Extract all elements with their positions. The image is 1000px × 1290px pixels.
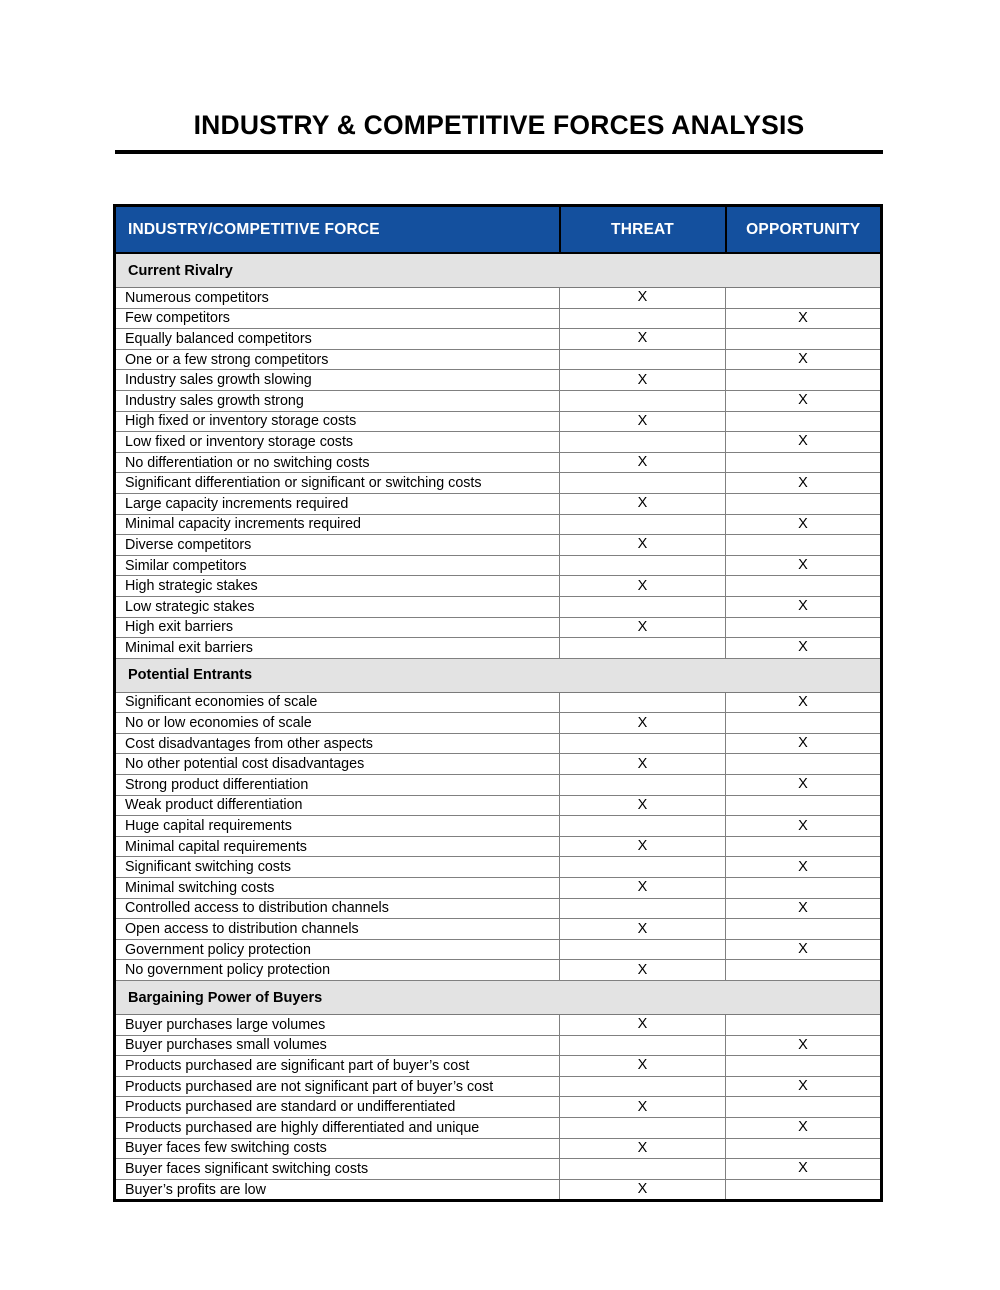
- force-label: Buyer purchases large volumes: [115, 1015, 560, 1036]
- force-label: Products purchased are highly differentiated and unique: [115, 1117, 560, 1138]
- table-row: [115, 473, 882, 494]
- opportunity-mark: X: [798, 817, 808, 834]
- table-row: [115, 857, 882, 878]
- force-label: Similar competitors: [115, 555, 560, 576]
- opportunity-mark-cell[interactable]: [726, 535, 882, 556]
- force-label: Minimal capital requirements: [115, 836, 560, 857]
- threat-mark-cell[interactable]: [560, 617, 726, 638]
- opportunity-mark: X: [798, 693, 808, 710]
- section-header-row: [115, 658, 882, 692]
- opportunity-mark: X: [798, 1119, 808, 1136]
- threat-mark-cell[interactable]: [560, 638, 726, 659]
- opportunity-mark-cell[interactable]: [726, 754, 882, 775]
- opportunity-mark-cell[interactable]: [726, 857, 882, 878]
- opportunity-mark-cell[interactable]: [726, 692, 882, 713]
- force-label: Huge capital requirements: [115, 816, 560, 837]
- table-row: [115, 1056, 882, 1077]
- force-label: Minimal exit barriers: [115, 638, 560, 659]
- table-row: [115, 898, 882, 919]
- force-label: Cost disadvantages from other aspects: [115, 733, 560, 754]
- opportunity-mark: X: [798, 309, 808, 326]
- opportunity-mark-cell[interactable]: [726, 329, 882, 350]
- opportunity-mark-cell[interactable]: [726, 795, 882, 816]
- section-title: Current Rivalry: [115, 253, 882, 288]
- opportunity-mark: X: [798, 941, 808, 958]
- opportunity-mark: X: [798, 598, 808, 615]
- title-divider-rule: [115, 150, 883, 154]
- opportunity-mark-cell[interactable]: [726, 288, 882, 309]
- threat-mark-cell[interactable]: [560, 1117, 726, 1138]
- threat-mark: X: [637, 838, 648, 855]
- table-row: [115, 919, 882, 940]
- section-title: Potential Entrants: [115, 658, 882, 692]
- force-label: Numerous competitors: [115, 288, 560, 309]
- opportunity-mark-cell[interactable]: [726, 617, 882, 638]
- threat-mark-cell[interactable]: [560, 836, 726, 857]
- threat-mark: X: [637, 755, 648, 772]
- threat-mark: X: [637, 961, 648, 978]
- threat-mark-cell[interactable]: [560, 775, 726, 796]
- force-label: High exit barriers: [115, 617, 560, 638]
- opportunity-mark-cell[interactable]: [726, 1179, 882, 1201]
- threat-mark: X: [637, 920, 648, 937]
- threat-mark-cell[interactable]: [560, 308, 726, 329]
- table-row: [115, 1035, 882, 1056]
- threat-mark-cell[interactable]: [560, 1159, 726, 1180]
- threat-mark-cell[interactable]: [560, 713, 726, 734]
- table-header: [115, 206, 882, 254]
- force-label: No government policy protection: [115, 960, 560, 981]
- table-row: [115, 493, 882, 514]
- table-row: [115, 390, 882, 411]
- force-label: One or a few strong competitors: [115, 349, 560, 370]
- table-row: [115, 555, 882, 576]
- threat-mark-cell[interactable]: [560, 857, 726, 878]
- opportunity-mark: X: [798, 515, 808, 532]
- threat-mark-cell[interactable]: [560, 692, 726, 713]
- force-label: Low strategic stakes: [115, 596, 560, 617]
- force-label: Buyer faces few switching costs: [115, 1138, 560, 1159]
- force-label: Products purchased are standard or undifferentiated: [115, 1097, 560, 1118]
- threat-mark-cell[interactable]: [560, 1138, 726, 1159]
- opportunity-mark-cell[interactable]: [726, 493, 882, 514]
- section-header-row: [115, 981, 882, 1015]
- table-row: [115, 795, 882, 816]
- opportunity-mark: X: [798, 858, 808, 875]
- opportunity-mark-cell[interactable]: [726, 713, 882, 734]
- force-label: Industry sales growth strong: [115, 390, 560, 411]
- table-row: [115, 754, 882, 775]
- threat-mark-cell[interactable]: [560, 898, 726, 919]
- force-label: High strategic stakes: [115, 576, 560, 597]
- threat-mark-cell[interactable]: [560, 919, 726, 940]
- table-row: [115, 878, 882, 899]
- opportunity-mark-cell[interactable]: [726, 919, 882, 940]
- force-label: Large capacity increments required: [115, 493, 560, 514]
- opportunity-mark: X: [798, 392, 808, 409]
- threat-mark: X: [637, 1098, 648, 1115]
- table-row: [115, 617, 882, 638]
- table-header-row: [115, 206, 882, 254]
- threat-mark-cell[interactable]: [560, 878, 726, 899]
- force-label: Minimal capacity increments required: [115, 514, 560, 535]
- opportunity-mark-cell[interactable]: [726, 473, 882, 494]
- force-label: Equally balanced competitors: [115, 329, 560, 350]
- threat-mark-cell[interactable]: [560, 1056, 726, 1077]
- table-row: [115, 288, 882, 309]
- table-row: [115, 514, 882, 535]
- threat-mark-cell[interactable]: [560, 555, 726, 576]
- threat-mark-cell[interactable]: [560, 576, 726, 597]
- force-label: High fixed or inventory storage costs: [115, 411, 560, 432]
- table-row: [115, 1076, 882, 1097]
- force-label: Buyer’s profits are low: [115, 1179, 560, 1201]
- force-label: Open access to distribution channels: [115, 919, 560, 940]
- table-row: [115, 411, 882, 432]
- opportunity-mark-cell[interactable]: [726, 939, 882, 960]
- threat-mark: X: [637, 536, 648, 553]
- opportunity-mark-cell[interactable]: [726, 390, 882, 411]
- opportunity-mark-cell[interactable]: [726, 1015, 882, 1036]
- opportunity-mark-cell[interactable]: [726, 411, 882, 432]
- threat-mark: X: [637, 454, 648, 471]
- force-label: Significant switching costs: [115, 857, 560, 878]
- threat-mark-cell[interactable]: [560, 1076, 726, 1097]
- threat-mark-cell[interactable]: [560, 596, 726, 617]
- opportunity-mark-cell[interactable]: [726, 1097, 882, 1118]
- column-header-force: INDUSTRY/COMPETITIVE FORCE: [115, 206, 560, 254]
- opportunity-mark: X: [798, 351, 808, 368]
- table-row: [115, 1138, 882, 1159]
- force-label: Minimal switching costs: [115, 878, 560, 899]
- industry-forces-table: [113, 204, 883, 1202]
- opportunity-mark: X: [798, 899, 808, 916]
- threat-mark: X: [637, 1016, 648, 1033]
- table-body: [115, 253, 882, 1201]
- opportunity-mark-cell[interactable]: [726, 452, 882, 473]
- threat-mark-cell[interactable]: [560, 535, 726, 556]
- opportunity-mark-cell[interactable]: [726, 555, 882, 576]
- opportunity-mark: X: [798, 639, 808, 656]
- threat-mark: X: [637, 714, 648, 731]
- table-row: [115, 329, 882, 350]
- threat-mark-cell[interactable]: [560, 795, 726, 816]
- force-label: Significant economies of scale: [115, 692, 560, 713]
- table-row: [115, 1097, 882, 1118]
- opportunity-mark-cell[interactable]: [726, 775, 882, 796]
- table-row: [115, 816, 882, 837]
- opportunity-mark-cell[interactable]: [726, 514, 882, 535]
- threat-mark: X: [637, 796, 648, 813]
- table-row: [115, 775, 882, 796]
- threat-mark-cell[interactable]: [560, 390, 726, 411]
- table-row: [115, 349, 882, 370]
- table-row: [115, 576, 882, 597]
- opportunity-mark-cell[interactable]: [726, 960, 882, 981]
- force-label: No other potential cost disadvantages: [115, 754, 560, 775]
- opportunity-mark: X: [798, 1160, 808, 1177]
- opportunity-mark-cell[interactable]: [726, 1159, 882, 1180]
- column-header-threat: THREAT: [560, 206, 726, 254]
- opportunity-mark-cell[interactable]: [726, 1056, 882, 1077]
- opportunity-mark: X: [798, 1036, 808, 1053]
- threat-mark: X: [637, 1181, 648, 1198]
- opportunity-mark-cell[interactable]: [726, 1138, 882, 1159]
- opportunity-mark-cell[interactable]: [726, 1117, 882, 1138]
- threat-mark: X: [637, 618, 648, 635]
- threat-mark: X: [637, 289, 648, 306]
- opportunity-mark-cell[interactable]: [726, 1035, 882, 1056]
- opportunity-mark-cell[interactable]: [726, 638, 882, 659]
- opportunity-mark-cell[interactable]: [726, 308, 882, 329]
- opportunity-mark-cell[interactable]: [726, 733, 882, 754]
- opportunity-mark: X: [798, 474, 808, 491]
- threat-mark-cell[interactable]: [560, 493, 726, 514]
- threat-mark-cell[interactable]: [560, 960, 726, 981]
- threat-mark-cell[interactable]: [560, 1035, 726, 1056]
- threat-mark-cell[interactable]: [560, 1097, 726, 1118]
- force-label: Government policy protection: [115, 939, 560, 960]
- force-label: Few competitors: [115, 308, 560, 329]
- threat-mark-cell[interactable]: [560, 1015, 726, 1036]
- force-label: Products purchased are not significant part of buyer’s cost: [115, 1076, 560, 1097]
- table-row: [115, 713, 882, 734]
- column-header-opportunity: OPPORTUNITY: [726, 206, 882, 254]
- opportunity-mark-cell[interactable]: [726, 878, 882, 899]
- opportunity-mark-cell[interactable]: [726, 349, 882, 370]
- force-label: No or low economies of scale: [115, 713, 560, 734]
- threat-mark-cell[interactable]: [560, 733, 726, 754]
- threat-mark: X: [637, 879, 648, 896]
- opportunity-mark-cell[interactable]: [726, 432, 882, 453]
- force-label: Controlled access to distribution channels: [115, 898, 560, 919]
- threat-mark: X: [637, 577, 648, 594]
- threat-mark-cell[interactable]: [560, 1179, 726, 1201]
- threat-mark: X: [637, 1057, 648, 1074]
- threat-mark: X: [637, 495, 648, 512]
- threat-mark-cell[interactable]: [560, 349, 726, 370]
- threat-mark-cell[interactable]: [560, 370, 726, 391]
- threat-mark-cell[interactable]: [560, 432, 726, 453]
- table-row: [115, 1159, 882, 1180]
- threat-mark: X: [637, 330, 648, 347]
- opportunity-mark: X: [798, 776, 808, 793]
- threat-mark-cell[interactable]: [560, 288, 726, 309]
- table-row: [115, 596, 882, 617]
- threat-mark-cell[interactable]: [560, 939, 726, 960]
- threat-mark-cell[interactable]: [560, 411, 726, 432]
- table-row: [115, 1015, 882, 1036]
- opportunity-mark: X: [798, 735, 808, 752]
- threat-mark-cell[interactable]: [560, 754, 726, 775]
- opportunity-mark-cell[interactable]: [726, 370, 882, 391]
- threat-mark-cell[interactable]: [560, 452, 726, 473]
- table-row: [115, 370, 882, 391]
- threat-mark: X: [637, 371, 648, 388]
- table-row: [115, 535, 882, 556]
- threat-mark: X: [637, 1139, 648, 1156]
- opportunity-mark-cell[interactable]: [726, 1076, 882, 1097]
- threat-mark: X: [637, 412, 648, 429]
- force-label: Industry sales growth slowing: [115, 370, 560, 391]
- table-row: [115, 638, 882, 659]
- table-row: [115, 452, 882, 473]
- opportunity-mark-cell[interactable]: [726, 576, 882, 597]
- force-label: Diverse competitors: [115, 535, 560, 556]
- table-row: [115, 1179, 882, 1201]
- table-row: [115, 1117, 882, 1138]
- threat-mark-cell[interactable]: [560, 329, 726, 350]
- opportunity-mark-cell[interactable]: [726, 836, 882, 857]
- opportunity-mark: X: [798, 557, 808, 574]
- force-label: Significant differentiation or significant or switching costs: [115, 473, 560, 494]
- force-label: Buyer purchases small volumes: [115, 1035, 560, 1056]
- table-row: [115, 939, 882, 960]
- table-row: [115, 733, 882, 754]
- force-label: No differentiation or no switching costs: [115, 452, 560, 473]
- threat-mark-cell[interactable]: [560, 816, 726, 837]
- table-row: [115, 308, 882, 329]
- force-label: Strong product differentiation: [115, 775, 560, 796]
- opportunity-mark: X: [798, 1078, 808, 1095]
- opportunity-mark: X: [798, 433, 808, 450]
- force-label: Weak product differentiation: [115, 795, 560, 816]
- opportunity-mark-cell[interactable]: [726, 596, 882, 617]
- force-label: Buyer faces significant switching costs: [115, 1159, 560, 1180]
- section-header-row: [115, 253, 882, 288]
- section-title: Bargaining Power of Buyers: [115, 981, 882, 1015]
- table-row: [115, 960, 882, 981]
- table-row: [115, 836, 882, 857]
- threat-mark-cell[interactable]: [560, 514, 726, 535]
- opportunity-mark-cell[interactable]: [726, 816, 882, 837]
- table-row: [115, 692, 882, 713]
- opportunity-mark-cell[interactable]: [726, 898, 882, 919]
- force-label: Products purchased are significant part of buyer’s cost: [115, 1056, 560, 1077]
- threat-mark-cell[interactable]: [560, 473, 726, 494]
- force-label: Low fixed or inventory storage costs: [115, 432, 560, 453]
- table-row: [115, 432, 882, 453]
- page-title: INDUSTRY & COMPETITIVE FORCES ANALYSIS: [193, 110, 805, 140]
